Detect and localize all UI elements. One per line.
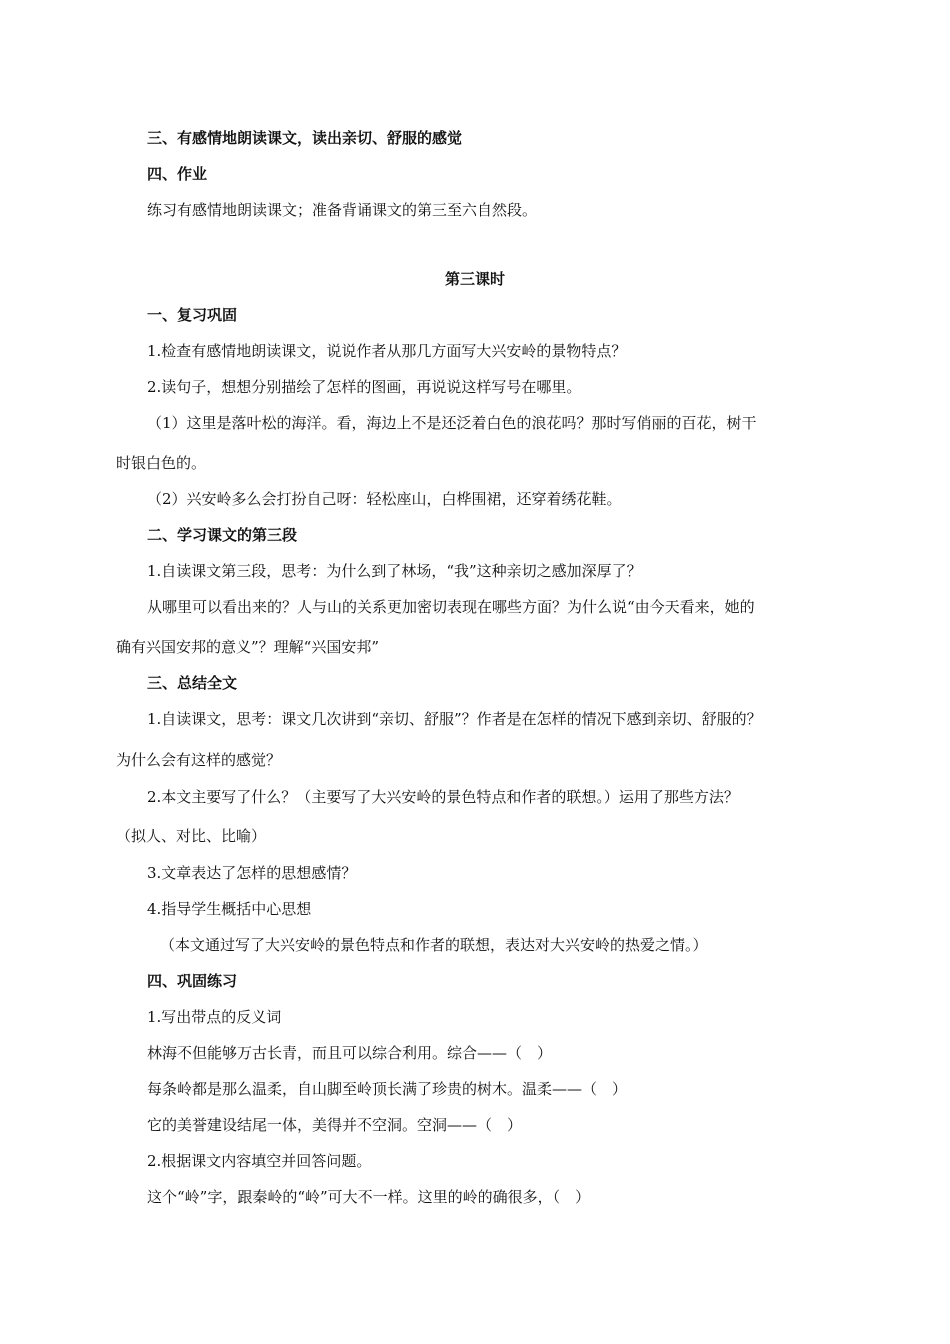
paragraph: （2）兴安岭多么会打扮自己呀：轻松座山，白桦围裙，还穿着绣花鞋。 xyxy=(147,490,622,508)
paragraph: （本文通过写了大兴安岭的景色特点和作者的联想，表达对大兴安岭的热爱之情。） xyxy=(160,936,708,954)
section-heading-read-aloud: 三、有感情地朗读课文，读出亲切、舒服的感觉 xyxy=(147,129,463,147)
paragraph: 2.读句子，想想分别描绘了怎样的图画，再说说这样写号在哪里。 xyxy=(147,378,582,396)
paragraph: 为什么会有这样的感觉？ xyxy=(116,751,282,769)
paragraph: 这个“岭”字，跟秦岭的“岭”可大不一样。这里的岭的确很多，（ ） xyxy=(147,1188,591,1206)
paragraph: 1.写出带点的反义词 xyxy=(147,1008,282,1026)
paragraph: 每条岭都是那么温柔，自山脚至岭顶长满了珍贵的树木。温柔——（ ） xyxy=(147,1080,628,1098)
paragraph: 4.指导学生概括中心思想 xyxy=(147,900,312,918)
paragraph: （拟人、对比、比喻） xyxy=(116,827,267,845)
paragraph: 从哪里可以看出来的？人与山的关系更加密切表现在哪些方面？为什么说“由今天看来，她的 xyxy=(147,598,755,616)
paragraph: 1.自读课文第三段，思考：为什么到了林场，“我”这种亲切之感加深厚了？ xyxy=(147,562,642,580)
paragraph: 2.根据课文内容填空并回答问题。 xyxy=(147,1152,372,1170)
paragraph: 它的美誉建设结尾一体，美得并不空洞。空洞——（ ） xyxy=(147,1116,523,1134)
paragraph: 时银白色的。 xyxy=(116,454,207,472)
paragraph: 练习有感情地朗读课文；准备背诵课文的第三至六自然段。 xyxy=(147,201,538,219)
paragraph: 1.自读课文，思考：课文几次讲到“亲切、舒服”？作者是在怎样的情况下感到亲切、舒服的？ xyxy=(147,710,762,728)
lesson-title: 第三课时 xyxy=(444,270,505,288)
paragraph: 2.本文主要写了什么？（主要写了大兴安岭的景色特点和作者的联想。）运用了那些方法？ xyxy=(147,788,739,806)
section-heading-third-paragraph: 二、学习课文的第三段 xyxy=(147,526,298,544)
paragraph: （1）这里是落叶松的海洋。看，海边上不是还泛着白色的浪花吗？那时写俏丽的百花，树干 xyxy=(147,414,757,432)
section-heading-summary: 三、总结全文 xyxy=(147,674,238,692)
paragraph: 3.文章表达了怎样的思想感情？ xyxy=(147,864,357,882)
paragraph: 林海不但能够万古长青，而且可以综合利用。综合——（ ） xyxy=(147,1044,553,1062)
paragraph: 1.检查有感情地朗读课文，说说作者从那几方面写大兴安岭的景物特点？ xyxy=(147,342,627,360)
paragraph: 确有兴国安邦的意义”？理解“兴国安邦” xyxy=(116,638,380,656)
section-heading-review: 一、复习巩固 xyxy=(147,306,238,324)
section-heading-homework: 四、作业 xyxy=(147,165,208,183)
section-heading-practice: 四、巩固练习 xyxy=(147,972,238,990)
